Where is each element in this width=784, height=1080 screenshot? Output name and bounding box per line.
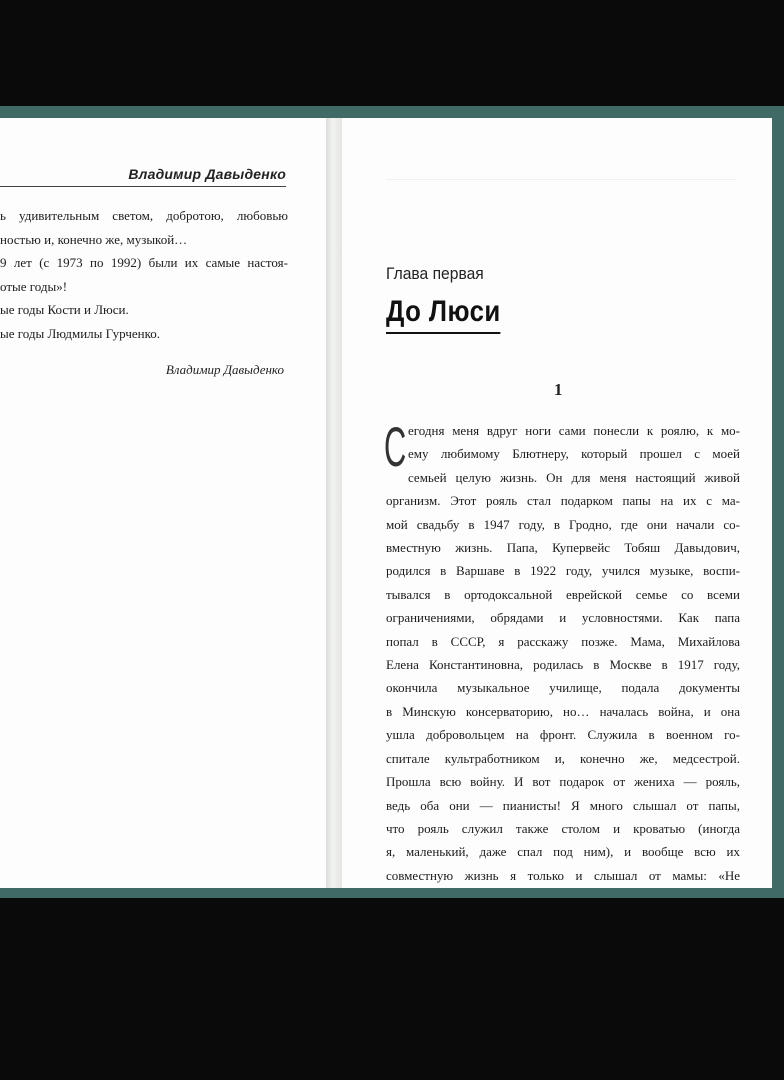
text-line: тывался в ортодоксальной еврейской семье со всеми bbox=[386, 586, 740, 602]
chapter-body-text bbox=[384, 415, 740, 887]
left-page bbox=[0, 118, 326, 888]
text-line: отые годы»! bbox=[0, 278, 68, 294]
text-line: вместную жизнь. Папа, Купервейс Тобяш Давыдович, bbox=[386, 540, 740, 556]
text-line: егодня меня вдруг ноги сами понесли к роялю, к мо- bbox=[408, 423, 740, 438]
running-head-rule bbox=[0, 186, 286, 187]
right-page bbox=[342, 118, 772, 888]
text-line: родился в Варшаве в 1922 году, учился музыке, воспи- bbox=[386, 563, 740, 579]
text-line: Елена Константиновна, родилась в Москве в 1917 году, bbox=[386, 657, 740, 673]
text-line: ведь оба они — пианисты! Я много слышал от папы, bbox=[386, 797, 740, 813]
text-line: я, маленький, даже спал под ним), и вообще всю их bbox=[386, 844, 740, 860]
text-line: ограничениями, обрядами и условностями. Как папа bbox=[386, 610, 740, 626]
show-through-text bbox=[386, 166, 746, 250]
text-line: ь удивительным светом, добротою, любовью bbox=[0, 208, 288, 223]
text-line: окончила музыкальное училище, подала документы bbox=[386, 680, 740, 696]
text-line: спитале культработником и, конечно же, медсестрой. bbox=[386, 750, 740, 766]
text-line: 9 лет (с 1973 по 1992) были их самые настоя- bbox=[0, 255, 288, 270]
text-line: ностью и, конечно же, музыкой… bbox=[0, 231, 188, 247]
text-line: что рояль служил также столом и кроватью (иногда bbox=[386, 820, 740, 836]
drop-cap: С bbox=[384, 415, 407, 478]
running-head: Владимир Давыденко bbox=[128, 166, 286, 182]
text-line: организм. Этот рояль стал подарком папы на их с ма- bbox=[386, 493, 740, 509]
author-signature: Владимир Давыденко bbox=[165, 362, 284, 377]
text-line: ые годы Людмилы Гурченко. bbox=[0, 325, 160, 341]
text-line: семьей целую жизнь. Он для меня настоящий живой bbox=[408, 469, 740, 485]
text-line: попал в СССР, я расскажу позже. Мама, Михайлова bbox=[386, 633, 740, 649]
text-line: Прошла всю войну. И вот подарок от жениха — рояль, bbox=[386, 774, 740, 790]
text-line: ые годы Кости и Люси. bbox=[0, 302, 129, 317]
text-line: совместную жизнь я только и слышал от мамы: «Не bbox=[386, 867, 740, 883]
left-page-text bbox=[0, 204, 288, 345]
section-number: 1 bbox=[554, 380, 563, 399]
book-gutter bbox=[326, 118, 342, 888]
text-line: в Минскую консерваторию, но… началась война, и она bbox=[386, 703, 740, 719]
text-line: мой свадьбу в 1947 году, в Гродно, где они начали со- bbox=[386, 516, 740, 532]
text-line: ушла добровольцем на фронт. Служила в военном го- bbox=[386, 727, 740, 743]
chapter-label: Глава первая bbox=[386, 264, 484, 283]
chapter-title: До Люси bbox=[386, 294, 501, 334]
text-line: ему любимому Блютнеру, который прошел с моей bbox=[408, 446, 740, 462]
